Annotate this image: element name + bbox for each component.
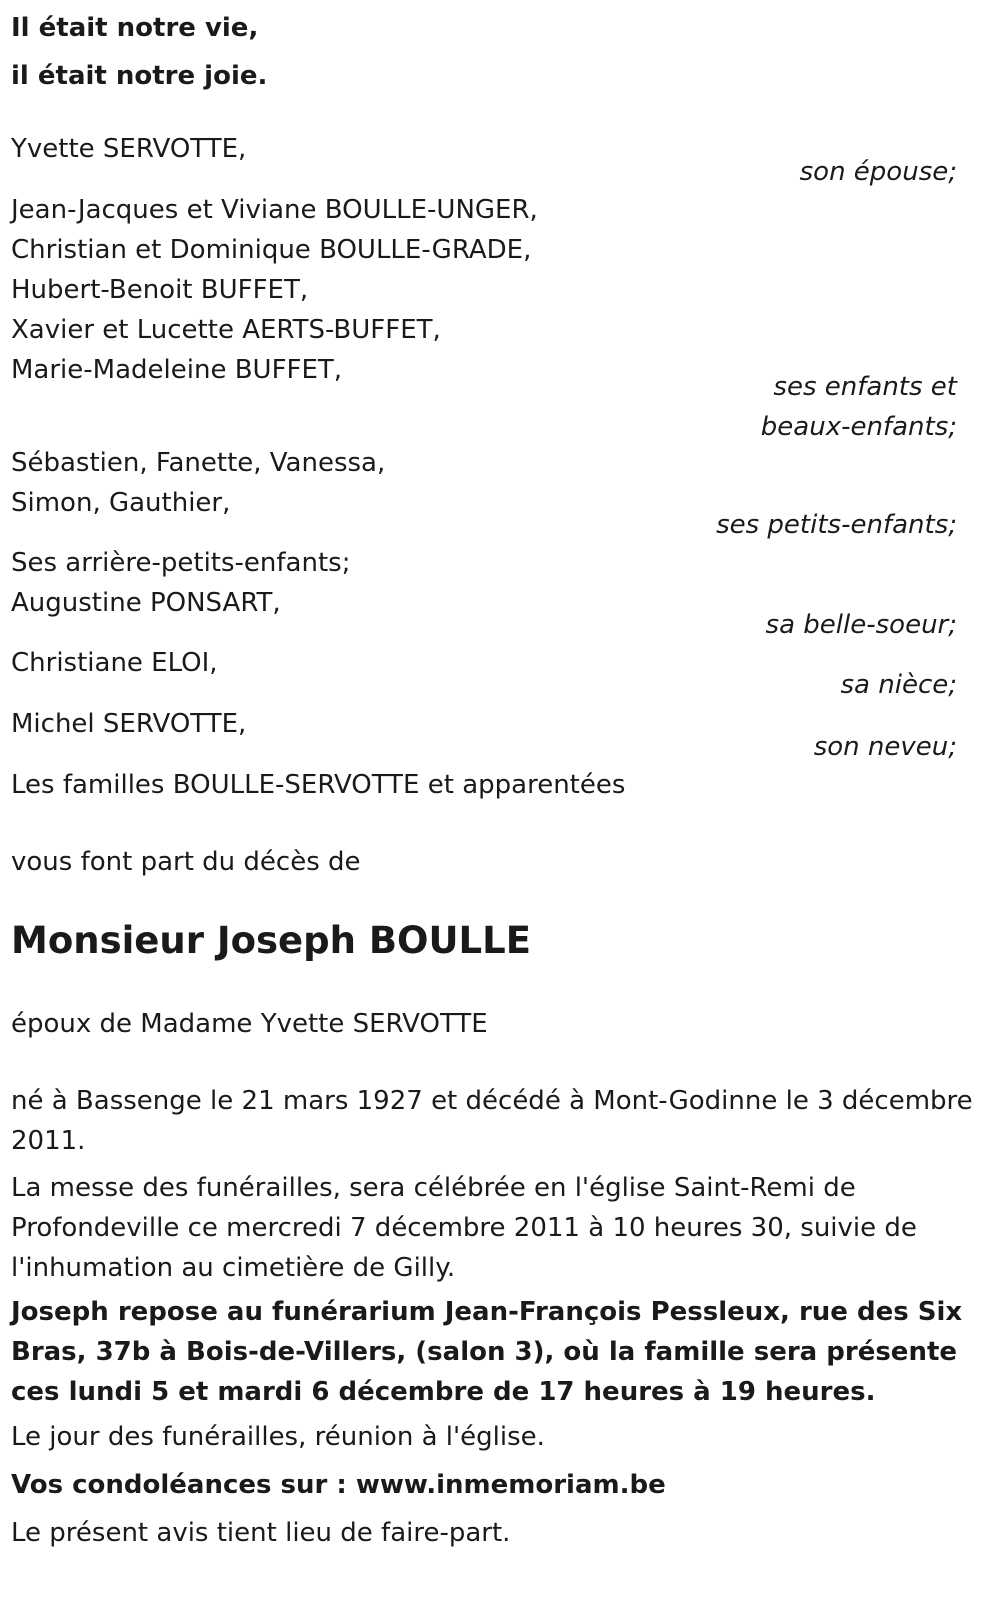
relation-children [761, 367, 957, 447]
family-name-line: Jean-Jacques et Viviane BOULLE-UNGER, [11, 195, 538, 225]
family-name-line: Christian et Dominique BOULLE-GRADE, [11, 235, 532, 265]
relation-line: ses enfants et [773, 372, 957, 402]
family-name-line: Xavier et Lucette AERTS-BUFFET, [11, 315, 441, 345]
family-names-children [11, 190, 538, 390]
relation-niece [841, 665, 958, 705]
notice: Le présent avis tient lieu de faire-part. [11, 1518, 511, 1548]
family-names-niece [11, 643, 218, 683]
family-names-relatives [11, 765, 625, 805]
relation-line: son épouse; [799, 157, 957, 187]
relation-line: son neveu; [813, 732, 957, 762]
relation-line: ses petits-enfants; [716, 510, 957, 540]
funeral-mass: La messe des funérailles, sera célébrée en l'église Saint-Remi de Profondeville ce mercredi 7 décembre 2011 à 10 heures 30, suivie de l'inhumation au cimetière de Gilly. [11, 1173, 917, 1283]
deceased-name: Monsieur Joseph BOULLE [11, 919, 531, 962]
relation-grandchildren [716, 505, 957, 545]
relation-spouse [800, 152, 957, 192]
family-name-line: Michel SERVOTTE, [11, 709, 247, 739]
epigraph-line: il était notre joie. [11, 61, 268, 91]
epigraph [11, 4, 267, 100]
announcement: vous font part du décès de [11, 847, 361, 877]
family-name-line: Yvette SERVOTTE, [11, 134, 247, 164]
relation-line: sa nièce; [840, 670, 957, 700]
family-name-line: Marie-Madeleine BUFFET, [11, 355, 343, 385]
relation-nephew [814, 727, 957, 767]
family-name-line: Simon, Gauthier, [11, 488, 231, 518]
condolences: Vos condoléances sur : www.inmemoriam.be [11, 1470, 666, 1500]
family-names-sister-in-law [11, 543, 350, 623]
family-name-line: Sébastien, Fanette, Vanessa, [11, 448, 386, 478]
family-name-line: Augustine PONSART, [11, 588, 281, 618]
birth-death: né à Bassenge le 21 mars 1927 et décédé à Mont-Godinne le 3 décembre 2011. [11, 1086, 973, 1156]
meeting-info: Le jour des funérailles, réunion à l'église. [11, 1422, 545, 1452]
family-names-spouse [11, 129, 246, 169]
family-names-grandchildren [11, 443, 385, 523]
relation-line: beaux-enfants; [760, 412, 957, 442]
epigraph-line: Il était notre vie, [11, 13, 259, 43]
spouse-line: époux de Madame Yvette SERVOTTE [11, 1009, 488, 1039]
family-name-line: Christiane ELOI, [11, 648, 218, 678]
family-name-line: Les familles BOULLE-SERVOTTE et apparentées [11, 770, 626, 800]
relation-line: sa belle-soeur; [765, 610, 957, 640]
relation-sister-in-law [766, 605, 957, 645]
family-name-line: Hubert-Benoit BUFFET, [11, 275, 309, 305]
family-names-nephew [11, 704, 246, 744]
funerarium-info: Joseph repose au funérarium Jean-François Pessleux, rue des Six Bras, 37b à Bois-de-Villers, (salon 3), où la famille sera présente ces lundi 5 et mardi 6 décembre de 17 heures à 19 heures. [11, 1297, 963, 1407]
family-name-line: Ses arrière-petits-enfants; [11, 548, 351, 578]
